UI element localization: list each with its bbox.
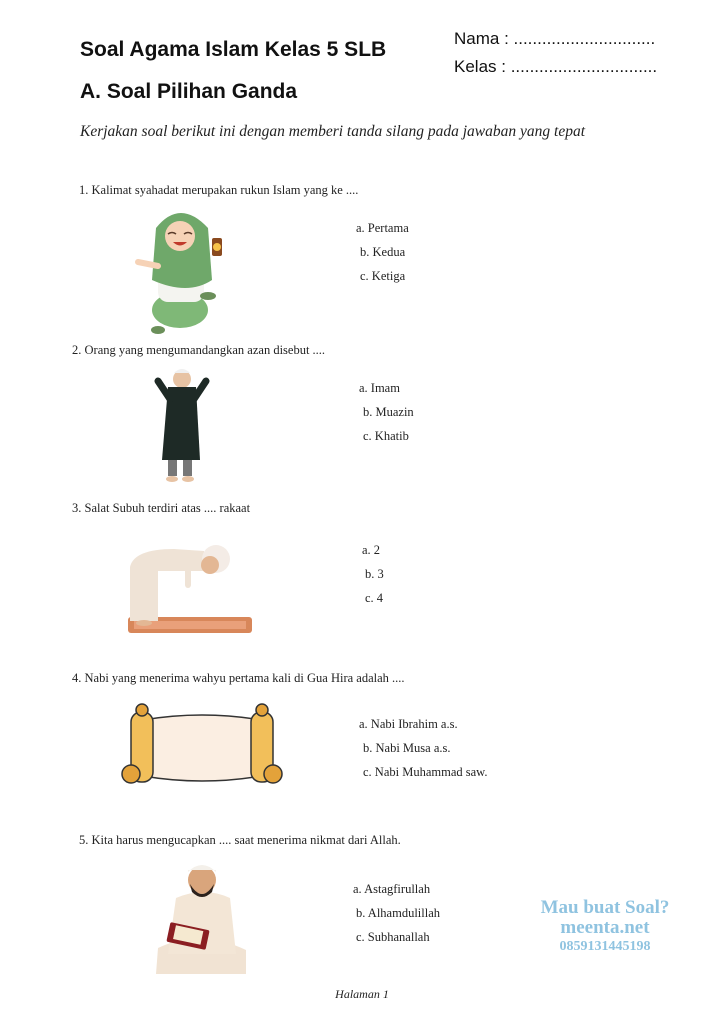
name-field-line[interactable]: Nama : .............................. [454, 29, 656, 48]
question-1-option-a[interactable]: a. Pertama [356, 221, 409, 235]
promo-line-2[interactable]: meenta.net [560, 916, 650, 938]
question-5-option-a[interactable]: a. Astagfirullah [353, 882, 431, 896]
class-field-line[interactable]: Kelas : ............................... [454, 57, 658, 76]
question-4-option-b[interactable]: b. Nabi Musa a.s. [363, 741, 451, 755]
promo-watermark [520, 898, 690, 955]
question-2-option-b[interactable]: b. Muazin [363, 405, 414, 419]
promo-line-1: Mau buat Soal? [540, 897, 670, 918]
promo-line-3: 0859131445198 [559, 938, 651, 954]
question-1-text: 1. Kalimat syahadat merupakan rukun Islam yang ke .... [79, 183, 359, 197]
question-3-option-c[interactable]: c. 4 [365, 591, 384, 605]
question-5-option-b[interactable]: b. Alhamdulillah [356, 906, 441, 920]
question-3-option-b[interactable]: b. 3 [365, 567, 384, 581]
muazin-calling-icon [150, 365, 210, 490]
question-4-option-c[interactable]: c. Nabi Muhammad saw. [363, 765, 488, 779]
question-3-text: 3. Salat Subuh terdiri atas .... rakaat [72, 501, 251, 515]
bowing-prayer-icon [124, 537, 254, 637]
question-2-option-a[interactable]: a. Imam [359, 381, 400, 395]
man-reading-quran-icon [150, 858, 250, 976]
question-2-text: 2. Orang yang mengumandangkan azan disebut .... [72, 343, 326, 357]
question-3-option-a[interactable]: a. 2 [362, 543, 381, 557]
page-number: Halaman 1 [335, 987, 389, 1001]
instruction-text: Kerjakan soal berikut ini dengan memberi tanda silang pada jawaban yang tepat [80, 123, 585, 140]
question-4-text: 4. Nabi yang menerima wahyu pertama kali di Gua Hira adalah .... [72, 671, 405, 685]
page-title: Soal Agama Islam Kelas 5 SLB [80, 38, 387, 61]
scroll-icon [117, 702, 287, 794]
question-1-option-b[interactable]: b. Kedua [360, 245, 406, 259]
question-5-text: 5. Kita harus mengucapkan .... saat menerima nikmat dari Allah. [79, 833, 401, 847]
girl-with-lantern-icon [128, 200, 233, 335]
question-4-option-a[interactable]: a. Nabi Ibrahim a.s. [359, 717, 458, 731]
section-title: A. Soal Pilihan Ganda [80, 80, 298, 103]
question-1-option-c[interactable]: c. Ketiga [360, 269, 406, 283]
question-2-option-c[interactable]: c. Khatib [363, 429, 409, 443]
question-5-option-c[interactable]: c. Subhanallah [356, 930, 430, 944]
